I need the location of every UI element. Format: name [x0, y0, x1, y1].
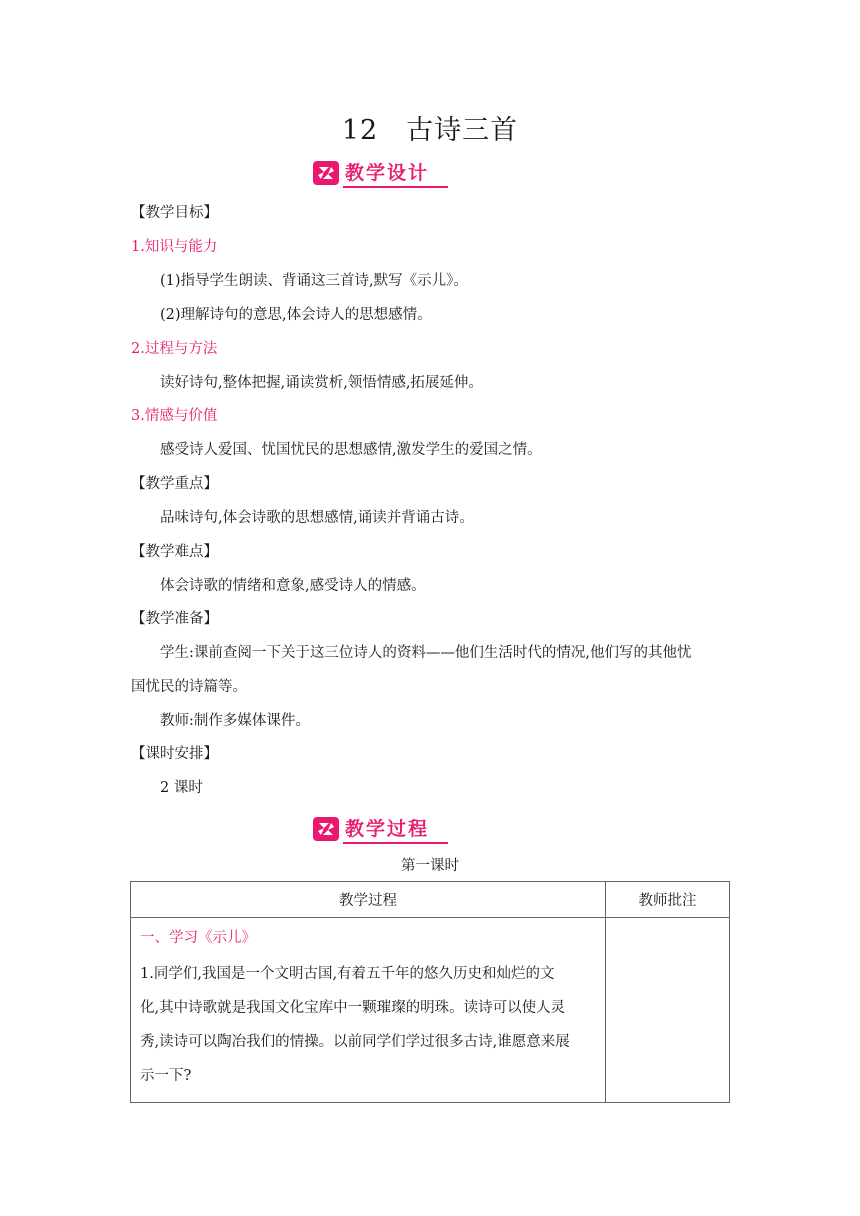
section-logo-icon — [313, 161, 339, 185]
preparation-heading: 【教学准备】 — [131, 611, 218, 627]
paragraph-line: 化,其中诗歌就是我国文化宝库中一颗璀璨的明珠。读诗可以使人灵 — [140, 1000, 566, 1016]
goals-heading: 【教学目标】 — [131, 205, 218, 221]
lesson-process-table — [130, 881, 730, 1103]
schedule-text: 2 课时 — [160, 780, 203, 796]
goal-3-text: 感受诗人爱国、忧国忧民的思想感情,激发学生的爱国之情。 — [160, 442, 542, 458]
goal-1a: (1)指导学生朗读、背诵这三首诗,默写《示儿》。 — [160, 273, 468, 289]
section-title: 一、学习《示儿》 — [140, 930, 256, 946]
table-row — [131, 918, 730, 1103]
banner-underline — [343, 186, 448, 188]
difficulties-text: 体会诗歌的情绪和意象,感受诗人的情感。 — [160, 578, 426, 594]
preparation-student-line2: 国忧民的诗篇等。 — [131, 679, 247, 695]
paragraph-line: 秀,读诗可以陶冶我们的情操。以前同学们学过很多古诗,谁愿意来展 — [140, 1034, 570, 1050]
section-logo-icon — [313, 817, 339, 841]
table-header-row — [131, 882, 730, 918]
teaching-process-banner — [313, 816, 448, 844]
key-points-heading: 【教学重点】 — [131, 476, 218, 492]
teacher-notes-cell — [606, 918, 730, 1103]
preparation-student-line1: 学生:课前查阅一下关于这三位诗人的资料——他们生活时代的情况,他们写的其他忧 — [160, 645, 692, 661]
page-title — [0, 108, 860, 147]
banner-underline — [343, 842, 448, 844]
goal-1-title: 1.知识与能力 — [131, 239, 218, 255]
paragraph-line: 示一下? — [140, 1068, 192, 1084]
banner-label: 教学设计 — [345, 162, 430, 184]
lesson-number: 12 — [341, 115, 379, 146]
process-cell — [131, 918, 606, 1103]
difficulties-heading: 【教学难点】 — [131, 544, 218, 560]
key-points-text: 品味诗句,体会诗歌的思想感情,诵读并背诵古诗。 — [160, 510, 474, 526]
table-header-notes: 教师批注 — [606, 882, 730, 918]
goal-1b: (2)理解诗句的意思,体会诗人的思想感情。 — [160, 307, 432, 323]
teaching-design-banner — [313, 160, 448, 188]
banner-label: 教学过程 — [345, 818, 430, 840]
lesson-caption: 第一课时 — [401, 858, 459, 874]
schedule-heading: 【课时安排】 — [131, 746, 218, 762]
preparation-teacher: 教师:制作多媒体课件。 — [160, 713, 310, 729]
goal-2-title: 2.过程与方法 — [131, 341, 218, 357]
goal-3-title: 3.情感与价值 — [131, 408, 218, 424]
goal-2-text: 读好诗句,整体把握,诵读赏析,领悟情感,拓展延伸。 — [160, 375, 483, 391]
table-header-process: 教学过程 — [131, 882, 606, 918]
paragraph-line: 1.同学们,我国是一个文明古国,有着五千年的悠久历史和灿烂的文 — [140, 966, 555, 982]
lesson-title: 古诗三首 — [406, 115, 519, 146]
